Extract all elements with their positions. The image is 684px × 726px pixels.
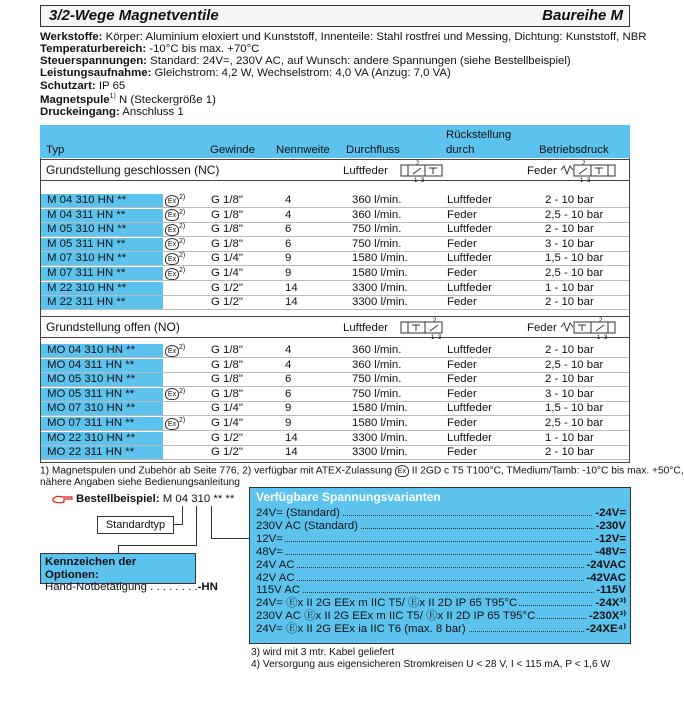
nominal-width: 9 — [285, 402, 292, 415]
spec-line: Magnetspule$^{1)}$ N (Steckergröße 1) — [40, 93, 216, 106]
svg-text:3: 3 — [421, 178, 425, 184]
spec-line: Schutzart: IP 65 — [40, 80, 126, 92]
flow-rate: 750 l/min. — [352, 373, 402, 386]
voltage-code: -24V= — [595, 507, 626, 519]
col-rueckstellung-durch: durch — [446, 144, 475, 156]
voltage-option — [256, 546, 626, 558]
svg-text:1: 1 — [597, 335, 601, 341]
flow-rate: 1580 l/min. — [352, 417, 408, 429]
voltage-label: 24V= (Standard) — [256, 507, 340, 519]
table-row — [41, 402, 629, 416]
voltage-code: -48V= — [595, 545, 626, 558]
col-typ: Typ — [46, 144, 65, 156]
voltage-code: -24XE⁴⁾ — [585, 623, 626, 636]
nominal-width: 14 — [285, 446, 298, 459]
nominal-width: 9 — [285, 417, 292, 429]
thread-size: G 1/4" — [211, 252, 243, 265]
svg-text:2: 2 — [416, 161, 420, 167]
type-code: MO 04 310 HN ** — [41, 344, 163, 357]
connector-line — [211, 538, 250, 539]
type-code: M 05 310 HN ** — [41, 223, 163, 236]
flow-rate: 360 l/min. — [352, 358, 402, 371]
voltage-variants-box — [249, 487, 631, 644]
reset-type: Feder — [447, 237, 477, 250]
table-row — [41, 252, 629, 266]
flow-rate: 3300 l/min. — [352, 296, 408, 309]
nc-medium-2: Feder — [527, 165, 557, 177]
order-example: Bestellbeispiel: M 04 310 ** ** — [76, 493, 235, 505]
thread-size: G 1/8" — [211, 344, 243, 356]
voltage-option — [256, 597, 626, 609]
ex-icon: Ex — [395, 465, 409, 477]
voltage-code: -12V= — [595, 532, 626, 545]
svg-text:1: 1 — [414, 178, 418, 184]
reset-type: Luftfeder — [447, 281, 492, 294]
voltage-option — [256, 610, 626, 622]
footnote: 1) Magnetspulen und Zubehör ab Seite 776, 2) verfügbar mit ATEX-Zulassung Ex II 2GD c T5 T100°C, TMedium/Tamb: -10°C bis max. +50°C, — [40, 465, 684, 477]
operating-pressure: 1 - 10 bar — [545, 281, 594, 294]
reset-type: Feder — [447, 296, 477, 309]
connector-line — [118, 545, 197, 546]
flow-rate: 1580 l/min. — [352, 402, 408, 415]
voltage-label: 230V AC Ⓔx II 2G EEx m IIC T5/ Ⓔx II 2D IP 65 T95°C — [256, 610, 536, 623]
flow-rate: 750 l/min. — [352, 387, 402, 400]
svg-text:2: 2 — [582, 161, 586, 167]
type-code: M 22 311 HN ** — [41, 296, 163, 309]
thread-size: G 1/4" — [211, 267, 243, 279]
voltage-title: Verfügbare Spannungsvarianten — [256, 490, 441, 504]
thread-size: G 1/8" — [211, 223, 243, 236]
standard-type-box: Standardtyp — [97, 516, 174, 534]
ex-icon: Ex$^{2)}$ — [165, 267, 201, 280]
pointing-hand-icon — [52, 493, 74, 505]
flow-rate: 1580 l/min. — [352, 267, 408, 279]
type-code: MO 05 311 HN ** — [41, 388, 163, 401]
ex-icon: Ex$^{2)}$ — [165, 238, 201, 251]
voltage-option — [256, 520, 626, 532]
voltage-code: -115V — [596, 584, 626, 597]
nominal-width: 6 — [285, 223, 292, 236]
reset-type: Luftfeder — [447, 194, 492, 206]
reset-type: Feder — [447, 417, 477, 429]
operating-pressure: 1,5 - 10 bar — [545, 252, 604, 265]
connector-line — [196, 506, 197, 546]
operating-pressure: 2 - 10 bar — [545, 446, 594, 459]
ex-icon: Ex$^{2)}$ — [165, 417, 201, 430]
valve-symbol-icon — [393, 317, 453, 339]
svg-text:3: 3 — [438, 335, 442, 341]
voltage-code: -24VAC — [586, 558, 626, 571]
voltage-label: 24V= Ⓔx II 2G EEx ia IIC T6 (max. 8 bar) — [256, 623, 466, 636]
spec-line: Druckeingang: Anschluss 1 — [40, 106, 184, 118]
svg-text:2: 2 — [433, 318, 437, 324]
valve-symbol-icon — [559, 317, 625, 339]
table-row — [41, 388, 629, 402]
ex-icon: Ex$^{2)}$ — [165, 194, 201, 207]
reset-type: Feder — [447, 387, 477, 400]
operating-pressure: 3 - 10 bar — [545, 237, 594, 250]
nominal-width: 6 — [285, 373, 292, 386]
ex-icon: Ex$^{2)}$ — [165, 388, 201, 401]
table-column-header — [40, 125, 630, 158]
nominal-width: 14 — [285, 431, 298, 444]
table-row — [41, 417, 629, 431]
voltage-label: 115V AC — [256, 584, 301, 597]
flow-rate: 3300 l/min. — [352, 446, 408, 459]
type-code: MO 04 311 HN ** — [41, 359, 163, 372]
nominal-width: 4 — [285, 358, 292, 371]
reset-type: Luftfeder — [447, 223, 492, 236]
thread-size: G 1/2" — [211, 446, 243, 459]
flow-rate: 3300 l/min. — [352, 281, 408, 294]
reset-type: Feder — [447, 267, 477, 279]
operating-pressure: 2 - 10 bar — [545, 344, 594, 356]
spec-line: Werkstoffe: Körper: Aluminium eloxiert und Kunststoff, Innenteile: Stahl rostfrei und Messing, Dichtung: Kunststoff, NBR — [40, 31, 647, 43]
nc-medium-1: Luftfeder — [343, 165, 388, 177]
type-code: M 04 311 HN ** — [41, 209, 163, 222]
spec-line: Temperaturbereich: -10°C bis max. +70°C — [40, 43, 260, 55]
flow-rate: 750 l/min. — [352, 223, 402, 236]
series-title: Baureihe M — [542, 7, 623, 24]
operating-pressure: 2,5 - 10 bar — [545, 208, 604, 221]
nominal-width: 14 — [285, 281, 298, 294]
type-code: MO 07 310 HN ** — [41, 402, 163, 415]
section-title: Grundstellung geschlossen (NC) — [46, 163, 220, 177]
footnote: nähere Angaben siehe Bedienungsanleitung — [40, 477, 240, 488]
note-3: 3) wird mit 3 mtr. Kabel geliefert — [251, 647, 395, 658]
voltage-label: 12V= — [256, 532, 283, 545]
reset-type: Feder — [447, 446, 477, 459]
table-row — [41, 432, 629, 446]
thread-size: G 1/8" — [211, 387, 243, 400]
thread-size: G 1/8" — [211, 208, 243, 221]
page-header — [40, 5, 630, 27]
operating-pressure: 2 - 10 bar — [545, 223, 594, 236]
operating-pressure: 1,5 - 10 bar — [545, 402, 604, 415]
spec-line: Steuerspannungen: Standard: 24V=, 230V AC, auf Wunsch: andere Spannungen (siehe Bestellbeispiel) — [40, 55, 571, 67]
voltage-option — [256, 559, 626, 571]
svg-text:2: 2 — [599, 318, 603, 324]
table-row — [41, 267, 629, 281]
section-no — [41, 316, 629, 341]
nominal-width: 6 — [285, 237, 292, 250]
operating-pressure: 2,5 - 10 bar — [545, 267, 604, 279]
nominal-width: 4 — [285, 344, 292, 356]
voltage-label: 24V= Ⓔx II 2G EEx m IIC T5/ Ⓔx II 2D IP 65 T95°C — [256, 597, 518, 610]
no-medium-1: Luftfeder — [343, 322, 388, 334]
section-nc — [41, 159, 629, 184]
voltage-label: 48V= — [256, 545, 283, 558]
valve-symbol-icon — [393, 160, 453, 182]
table-row — [41, 344, 629, 358]
type-code: M 22 310 HN ** — [41, 282, 163, 295]
table-row — [41, 359, 629, 373]
thread-size: G 1/2" — [211, 431, 243, 444]
no-medium-2: Feder — [527, 322, 557, 334]
col-nennweite: Nennweite — [276, 144, 330, 156]
reset-type: Feder — [447, 208, 477, 221]
nominal-width: 6 — [285, 387, 292, 400]
operating-pressure: 1 - 10 bar — [545, 431, 594, 444]
table-row — [41, 223, 629, 237]
voltage-option — [256, 533, 626, 545]
type-code: M 07 310 HN ** — [41, 252, 163, 265]
voltage-option — [256, 507, 626, 519]
ex-icon: Ex$^{2)}$ — [165, 223, 201, 236]
voltage-code: -230V — [595, 519, 626, 532]
table-row — [41, 209, 629, 223]
voltage-label: 42V AC — [256, 571, 295, 584]
valve-symbol-icon — [559, 160, 625, 182]
nominal-width: 4 — [285, 208, 292, 221]
type-code: M 04 310 HN ** — [41, 194, 163, 207]
operating-pressure: 2 - 10 bar — [545, 373, 594, 386]
type-code: M 07 311 HN ** — [41, 267, 163, 280]
connector-line — [182, 506, 183, 525]
voltage-code: -230X³⁾ — [589, 610, 626, 623]
connector-line — [211, 506, 212, 539]
thread-size: G 1/8" — [211, 358, 243, 371]
options-box: Kennzeichen der Optionen: Hand-Notbetätigung . . . . . . . .-HN — [40, 553, 196, 584]
flow-rate: 360 l/min. — [352, 344, 402, 356]
operating-pressure: 2 - 10 bar — [545, 194, 594, 206]
flow-rate: 360 l/min. — [352, 208, 402, 221]
thread-size: G 1/4" — [211, 402, 243, 415]
flow-rate: 360 l/min. — [352, 194, 402, 206]
note-4: 4) Versorgung aus eigensicheren Stromkreisen U < 28 V, I < 115 mA, P < 1,6 W — [251, 659, 611, 670]
col-rueckstellung: Rückstellung — [446, 129, 512, 141]
table-row — [41, 373, 629, 387]
table-row — [41, 282, 629, 296]
operating-pressure: 2,5 - 10 bar — [545, 417, 604, 429]
operating-pressure: 3 - 10 bar — [545, 387, 594, 400]
reset-type: Luftfeder — [447, 252, 492, 265]
svg-text:3: 3 — [587, 178, 591, 184]
reset-type: Feder — [447, 358, 477, 371]
ex-icon: Ex$^{2)}$ — [165, 344, 201, 357]
reset-type: Feder — [447, 373, 477, 386]
col-gewinde: Gewinde — [210, 144, 255, 156]
ex-icon: Ex$^{2)}$ — [165, 209, 201, 222]
section-title: Grundstellung offen (NO) — [46, 320, 180, 334]
voltage-code: -42VAC — [586, 571, 626, 584]
nominal-width: 9 — [285, 252, 292, 265]
col-durchfluss: Durchfluss — [346, 144, 400, 156]
type-code: MO 22 311 HN ** — [41, 446, 163, 459]
reset-type: Luftfeder — [447, 344, 492, 356]
voltage-option — [256, 623, 626, 635]
table-row — [41, 296, 629, 310]
voltage-label: 24V AC — [256, 558, 295, 571]
thread-size: G 1/8" — [211, 194, 243, 206]
voltage-label: 230V AC (Standard) — [256, 519, 358, 532]
flow-rate: 3300 l/min. — [352, 431, 408, 444]
svg-text:3: 3 — [604, 335, 608, 341]
nominal-width: 9 — [285, 267, 292, 279]
operating-pressure: 2 - 10 bar — [545, 296, 594, 309]
nominal-width: 4 — [285, 194, 292, 206]
ex-icon: Ex$^{2)}$ — [165, 252, 201, 265]
svg-text:1: 1 — [431, 335, 435, 341]
thread-size: G 1/8" — [211, 373, 243, 386]
thread-size: G 1/2" — [211, 281, 243, 294]
operating-pressure: 2,5 - 10 bar — [545, 358, 604, 371]
page-title: 3/2-Wege Magnetventile — [49, 7, 219, 24]
voltage-option — [256, 572, 626, 584]
reset-type: Luftfeder — [447, 431, 492, 444]
reset-type: Luftfeder — [447, 402, 492, 415]
thread-size: G 1/4" — [211, 417, 243, 429]
table-row — [41, 238, 629, 252]
voltage-option — [256, 584, 626, 596]
type-code: MO 05 310 HN ** — [41, 373, 163, 386]
flow-rate: 1580 l/min. — [352, 252, 408, 265]
nominal-width: 14 — [285, 296, 298, 309]
type-code: MO 07 311 HN ** — [41, 417, 163, 430]
spec-line: Leistungsaufnahme: Gleichstrom: 4,2 W, Wechselstrom: 4,0 VA (Anzug: 7,0 VA) — [40, 67, 451, 79]
table-row — [41, 194, 629, 208]
thread-size: G 1/2" — [211, 296, 243, 309]
svg-text:1: 1 — [580, 178, 584, 184]
type-code: M 05 311 HN ** — [41, 238, 163, 251]
type-code: MO 22 310 HN ** — [41, 432, 163, 445]
table-row — [41, 446, 629, 460]
thread-size: G 1/8" — [211, 237, 243, 250]
flow-rate: 750 l/min. — [352, 237, 402, 250]
voltage-code: -24X³⁾ — [595, 597, 626, 610]
col-betriebsdruck: Betriebsdruck — [539, 144, 609, 156]
